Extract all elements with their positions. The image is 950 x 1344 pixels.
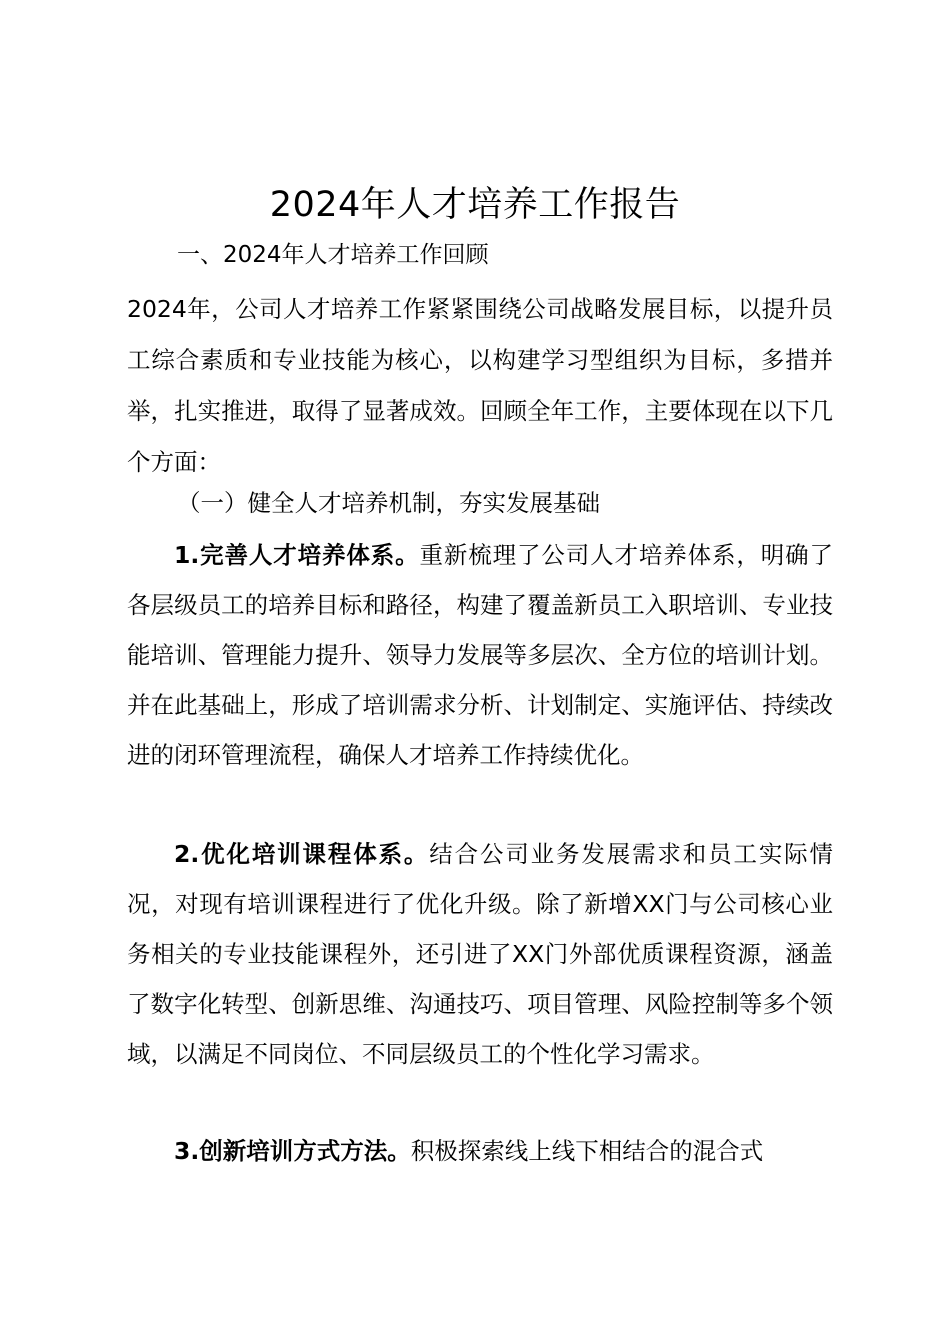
subsection-heading: （一）健全人才培养机制，夯实发展基础 xyxy=(177,489,600,517)
section-heading: 一、2024年人才培养工作回顾 xyxy=(177,242,489,268)
list-item xyxy=(127,530,833,780)
list-item xyxy=(127,1126,833,1176)
item-body: 重新梳理了公司人才培养体系，明确了各层级员工的培养目标和路径，构建了覆盖新员工入职培训、专业技能培训、管理能力提升、领导力发展等多层次、全方位的培训计划。并在此基础上，形成了培训需求分析、计划制定、实施评估、持续改进的闭环管理流程，确保人才培养工作持续优化。 xyxy=(127,541,834,769)
item-lead: 2.优化培训课程体系。 xyxy=(174,840,430,868)
item-body: 积极探索线上线下相结合的混合式 xyxy=(410,1137,764,1165)
document-title: 2024年人才培养工作报告 xyxy=(269,185,681,225)
item-lead: 3.创新培训方式方法。 xyxy=(174,1137,411,1165)
list-item xyxy=(127,829,833,1079)
item-body: 结合公司业务发展需求和员工实际情况，对现有培训课程进行了优化升级。除了新增XX门与公司核心业务相关的专业技能课程外，还引进了XX门外部优质课程资源，涵盖了数字化转型、创新思维、沟通技巧、项目管理、风险控制等多个领域，以满足不同岗位、不同层级员工的个性化学习需求。 xyxy=(127,840,834,1068)
item-lead: 1.完善人才培养体系。 xyxy=(174,541,420,569)
intro-paragraph: 2024年，公司人才培养工作紧紧围绕公司战略发展目标，以提升员工综合素质和专业技能为核心，以构建学习型组织为目标，多措并举，扎实推进，取得了显著成效。回顾全年工作，主要体现在以下几个方面： xyxy=(127,295,833,476)
